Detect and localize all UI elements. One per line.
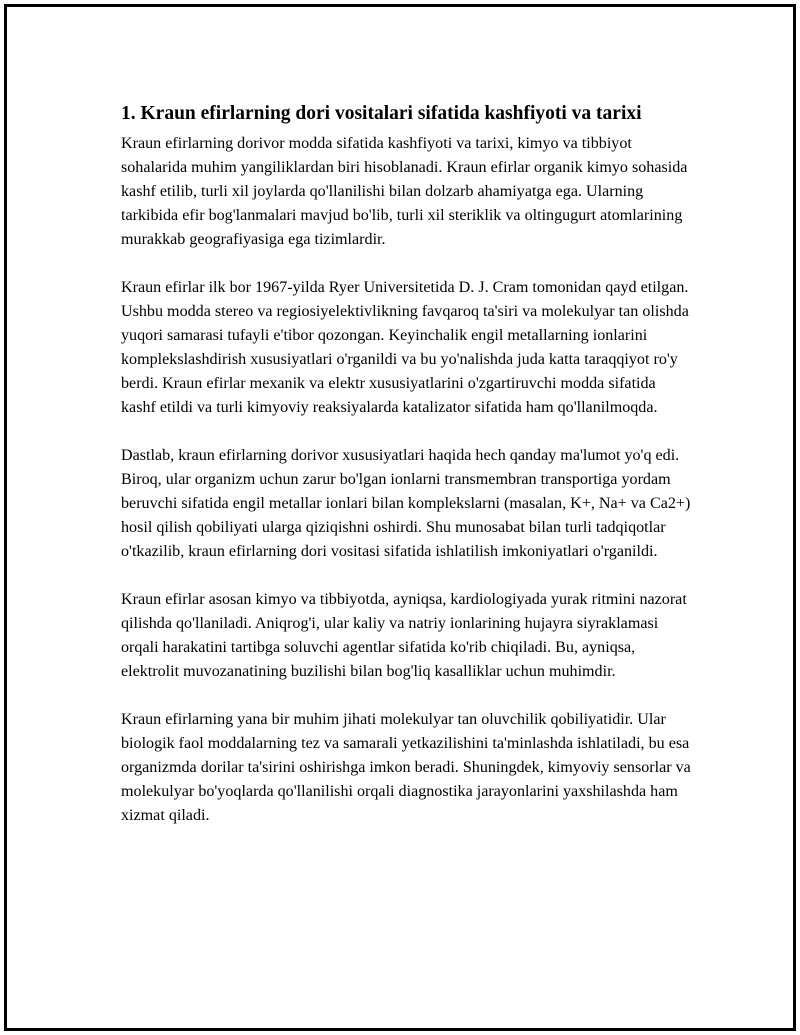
section-heading: 1. Kraun efirlarning dori vositalari sifatida kashfiyoti va tarixi <box>121 103 642 124</box>
page-border-frame <box>4 4 796 1031</box>
document-body <box>121 99 691 828</box>
paragraph-molecular-recognition: Kraun efirlarning yana bir muhim jihati molekulyar tan oluvchilik qobiliyatidir. Ular biologik faol moddalarning tez va samarali yetkazilishini ta'minlashda ishlatiladi, bu esa organizmda dorilar ta'sirini oshirishga imkon beradi. Shuningdek, kimyoviy sensorlar va molekulyar bo'yoqlarda qo'llanilishi orqali diagnostika jarayonlarini yaxshilashda ham xizmat qiladi. <box>121 711 691 824</box>
paragraph-history-1967: Kraun efirlar ilk bor 1967-yilda Ryer Universitetida D. J. Cram tomonidan qayd etilgan. Ushbu modda stereo va regiosiyelektivlikning favqaroq ta'siri va molekulyar tan olishda yuqori samarasi tufayli e'tibor qozongan. Keyinchalik engil metallarning ionlarini komplekslashdirish xususiyatlari o'rganildi va bu yo'nalishda juda katta taraqqiyot ro'y berdi. Kraun efirlar mexanik va elektr xususiyatlarini o'zgartiruvchi modda sifatida kashf etildi va turli kimyoviy reaksiyalarda katalizator sifatida ham qo'llanilmoqda. <box>121 279 689 416</box>
paragraph-medicinal-properties: Dastlab, kraun efirlarning dorivor xususiyatlari haqida hech qanday ma'lumot yo'q edi. Biroq, ular organizm uchun zarur bo'lgan ionlarni transmembran transportiga yordam beruvchi sifatida engil metallar ionlari bilan komplekslarni (masalan, K+, Na+ va Ca2+) hosil qilish qobiliyati ularga qiziqishni oshirdi. Shu munosabat bilan turli tadqiqotlar o'tkazilib, kraun efirlarning dori vositasi sifatida ishlatilish imkoniyatlari o'rganildi. <box>121 447 691 560</box>
paragraph-cardiology-use: Kraun efirlar asosan kimyo va tibbiyotda, ayniqsa, kardiologiyada yurak ritmini nazorat qilishda qo'llaniladi. Aniqrog'i, ular kaliy va natriy ionlarining hujayra siyraklamasi orqali harakatini tartibga soluvchi agentlar sifatida ko'rib chiqiladi. Bu, ayniqsa, elektrolit muvozanatining buzilishi bilan bog'liq kasalliklar uchun muhimdir. <box>121 591 687 680</box>
paragraph-discovery-overview: Kraun efirlarning dorivor modda sifatida kashfiyoti va tarixi, kimyo va tibbiyot sohalarida muhim yangiliklardan biri hisoblanadi. Kraun efirlar organik kimyo sohasida kashf etilib, turli xil joylarda qo'llanilishi bilan dolzarb ahamiyatga ega. Ularning tarkibida efir bog'lanmalari mavjud bo'lib, turli xil steriklik va oltingugurt atomlarining murakkab geografiyasiga ega tizimlardir. <box>121 135 688 248</box>
